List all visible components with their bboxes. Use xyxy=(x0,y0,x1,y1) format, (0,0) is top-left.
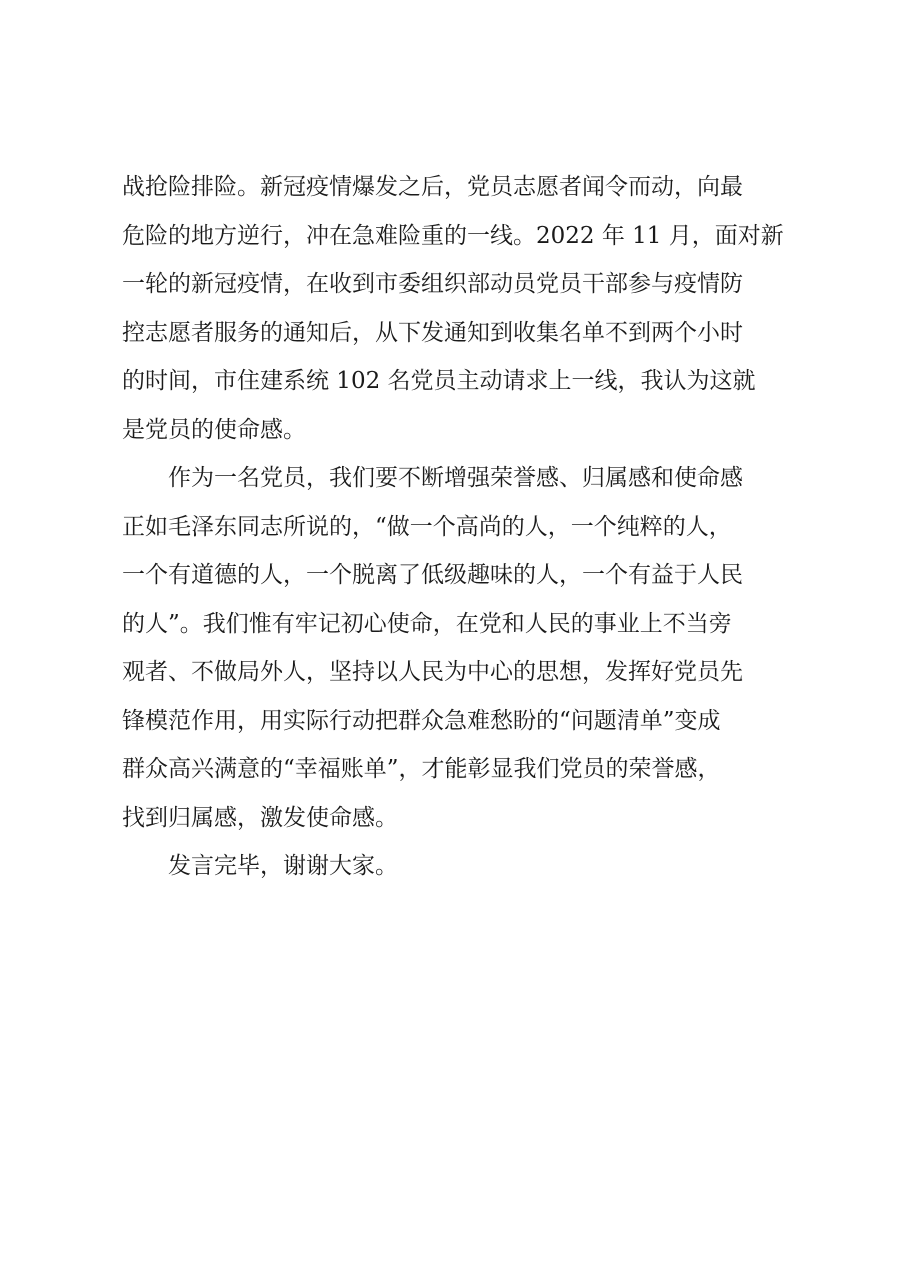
paragraph-line: 控志愿者服务的通知后，从下发通知到收集名单不到两个小时 xyxy=(122,319,743,346)
paragraph-line: 战抢险排险。新冠疫情爆发之后，党员志愿者闻令而动，向最 xyxy=(122,174,743,200)
paragraph-line: 锋模范作用，用实际行动把群众急难愁盼的“问题清单”变成 xyxy=(122,707,721,734)
paragraph-2 xyxy=(122,454,802,842)
document-body xyxy=(122,163,802,891)
paragraph-line: 一轮的新冠疫情，在收到市委组织部动员党员干部参与疫情防 xyxy=(122,271,743,297)
paragraph-line: 找到归属感，激发使命感。 xyxy=(122,804,398,831)
paragraph-line: 的人”。我们惟有牢记初心使命，在党和人民的事业上不当旁 xyxy=(122,610,732,637)
paragraph-line: 正如毛泽东同志所说的，“做一个高尚的人，一个纯粹的人， xyxy=(122,513,732,540)
paragraph-line: 危险的地方逆行，冲在急难险重的一线。2022 年 11 月，面对新 xyxy=(122,222,784,249)
paragraph-3 xyxy=(122,842,802,891)
paragraph-1 xyxy=(122,163,802,454)
paragraph-line: 是党员的使命感。 xyxy=(122,416,306,443)
closing-line: 发言完毕，谢谢大家。 xyxy=(168,853,398,879)
paragraph-line: 观者、不做局外人，坚持以人民为中心的思想，发挥好党员先 xyxy=(122,659,743,685)
paragraph-line: 一个有道德的人，一个脱离了低级趣味的人，一个有益于人民 xyxy=(122,562,743,588)
paragraph-line: 作为一名党员，我们要不断增强荣誉感、归属感和使命感 xyxy=(168,465,743,491)
paragraph-line: 的时间，市住建系统 102 名党员主动请求上一线，我认为这就 xyxy=(122,368,756,394)
paragraph-line: 群众高兴满意的“幸福账单”，才能彰显我们党员的荣誉感， xyxy=(122,756,721,782)
